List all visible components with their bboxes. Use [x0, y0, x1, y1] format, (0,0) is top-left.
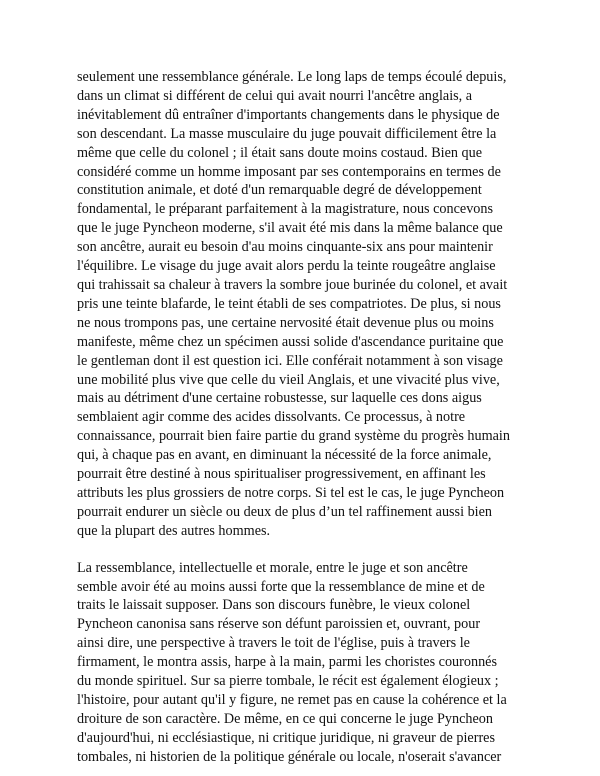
text-line: semble avoir été au moins aussi forte que la ressemblance de mine et de	[77, 578, 485, 595]
text-line: ainsi dire, une perspective à travers le toit de l'église, puis à travers le	[77, 635, 470, 652]
text-line: constitution animale, et doté d'un remarquable degré de développement	[77, 182, 482, 199]
text-line: l'histoire, pour autant qu'il y figure, ne remet pas en cause la cohérence et la	[77, 692, 507, 708]
text-line: d'aujourd'hui, ni ecclésiastique, ni critique juridique, ni graveur de pierres	[77, 729, 495, 746]
text-line: considéré comme un homme imposant par ses contemporains en termes de	[77, 163, 501, 180]
text-line: Pyncheon canonisa sans réserve son défunt paroissien et, ouvrant, pour	[77, 616, 481, 633]
text-line: traits le laissait supposer. Dans son discours funèbre, le vieux colonel	[77, 597, 471, 614]
text-line: du monde spirituel. Sur sa pierre tombale, le récit est également élogieux ;	[77, 673, 499, 690]
text-line: fondamental, le préparant parfaitement à la magistrature, nous concevons	[77, 201, 493, 218]
text-line: pris une teinte blafarde, le teint établi de ses compatriotes. De plus, si nous	[77, 295, 501, 312]
text-line: seulement une ressemblance générale. Le long laps de temps écoulé depuis,	[77, 69, 507, 85]
text-line: que le juge Pyncheon moderne, s'il avait été mis dans la même balance que	[77, 220, 503, 237]
text-line: que la plupart des autres hommes.	[77, 522, 271, 539]
text-line: l'équilibre. Le visage du juge avait alors perdu la teinte rougeâtre anglaise	[77, 258, 496, 275]
text-line: une mobilité plus vive que celle du vieil Anglais, et une vivacité plus vive,	[77, 371, 500, 388]
document-page	[77, 68, 532, 767]
text-line: son ancêtre, aurait eu besoin d'au moins cinquante-six ans pour maintenir	[77, 239, 493, 256]
text-line: attributs les plus grossiers de notre corps. Si tel est le cas, le juge Pyncheon	[77, 484, 505, 501]
text-line: semblaient agir comme des acides dissolvants. Ce processus, à notre	[77, 409, 466, 426]
text-line: son descendant. La masse musculaire du juge pouvait difficilement être la	[77, 125, 497, 142]
text-line: pourrait être destiné à nous spiritualiser progressivement, en affinant les	[77, 466, 486, 483]
text-line: qui trahissait sa chaleur à travers la sombre joue burinée du colonel, et avait	[77, 276, 508, 293]
paragraph-gap	[77, 541, 532, 559]
paragraph-2	[77, 559, 532, 767]
text-line: dans un climat si différent de celui qui avait nourri l'ancêtre anglais, a	[77, 87, 473, 104]
text-line: droiture de son caractère. De même, en ce qui concerne le juge Pyncheon	[77, 710, 493, 727]
text-line: mais au détriment d'une certaine robustesse, sur laquelle ces dons aigus	[77, 390, 482, 407]
text-line: La ressemblance, intellectuelle et morale, entre le juge et son ancêtre	[77, 559, 468, 576]
text-line: tombales, ni historien de la politique générale ou locale, n'oserait s'avancer	[77, 748, 502, 765]
text-line: firmament, le montra assis, harpe à la main, parmi les choristes couronnés	[77, 654, 497, 671]
text-line: même que celle du colonel ; il était sans doute moins costaud. Bien que	[77, 144, 483, 161]
text-line: pourrait endurer un siècle ou deux de plus d’un tel raffinement aussi bien	[77, 503, 492, 520]
text-line: inévitablement dû entraîner d'importants changements dans le physique de	[77, 106, 500, 123]
paragraph-1	[77, 68, 532, 541]
text-line: ne nous trompons pas, une certaine nervosité était devenue plus ou moins	[77, 314, 494, 331]
text-line: manifeste, même chez un spécimen aussi solide d'ascendance puritaine que	[77, 333, 504, 350]
text-line: qui, à chaque pas en avant, en diminuant la nécessité de la force animale,	[77, 447, 492, 464]
text-line: le gentleman dont il est question ici. Elle conférait notamment à son visage	[77, 352, 503, 369]
text-line: connaissance, pourrait bien faire partie du grand système du progrès humain	[77, 428, 510, 445]
